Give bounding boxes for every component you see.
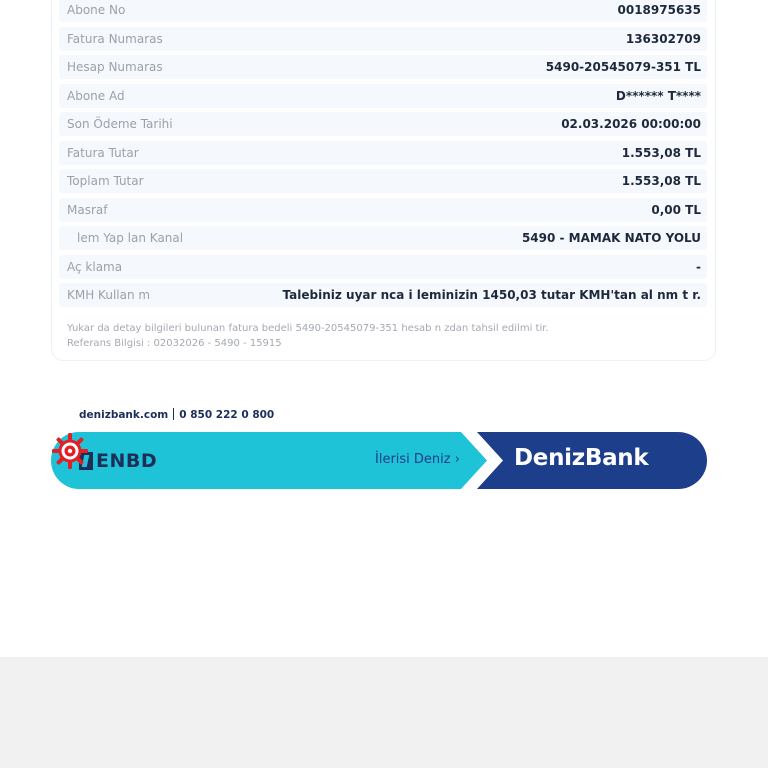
detail-value: 5490 - MAMAK NATO YOLU — [521, 231, 701, 245]
detail-value: 02.03.2026 00:00:00 — [561, 117, 701, 131]
detail-row-abone-no — [59, 0, 707, 22]
detail-value: Talebiniz uyar nca i leminizin 1450,03 tutar KMH'tan al nm t r. — [282, 288, 701, 302]
detail-label: Fatura Numaras — [67, 31, 163, 46]
detail-value: 0018975635 — [617, 3, 701, 17]
detail-row-masraf — [59, 198, 707, 222]
detail-row-aciklama — [59, 255, 707, 279]
detail-label: Abone No — [67, 3, 126, 17]
detail-value: 5490-20545079-351 TL — [545, 60, 701, 74]
detail-row-islem-kanal — [59, 226, 707, 250]
detail-label: Masraf — [67, 202, 108, 217]
detail-row-abone-adi — [59, 84, 707, 108]
detail-row-hesap-numarasi — [59, 55, 707, 79]
detail-label: Fatura Tutar — [67, 145, 139, 160]
detail-label: lem Yap lan Kanal — [77, 231, 184, 245]
denizbank-wordmark: DenizBank — [514, 445, 649, 471]
enbd-logo — [79, 450, 157, 472]
detail-label: Abone Ad — [67, 88, 125, 103]
detail-label: Toplam Tutar — [67, 174, 144, 188]
detail-value: 1.553,08 TL — [621, 174, 701, 188]
detail-value: 1.553,08 TL — [621, 145, 701, 160]
details-table — [59, 0, 707, 312]
detail-label: Son Ödeme Tarihi — [67, 117, 173, 131]
detail-row-son-odeme-tarihi — [59, 112, 707, 136]
reference-info: Referans Bilgisi : 02032026 - 5490 - 15915 — [67, 338, 282, 349]
detail-row-fatura-tutari — [59, 141, 707, 165]
detail-label: KMH Kullan m — [67, 288, 151, 302]
phone-number[interactable]: 0 850 222 0 800 — [179, 409, 275, 421]
detail-row-kmh-kullanimi — [59, 283, 707, 307]
detail-value: - — [696, 259, 701, 274]
collection-note — [67, 321, 707, 351]
detail-label: Aç klama — [67, 259, 123, 274]
detail-value: D****** T**** — [615, 88, 701, 103]
detail-label: Hesap Numaras — [67, 60, 163, 74]
enbd-label: ENBD — [96, 450, 158, 472]
bank-banner — [51, 432, 707, 489]
detail-row-toplam-tutar — [59, 169, 707, 193]
bank-contact — [79, 408, 274, 421]
detail-value: 0,00 TL — [651, 202, 701, 217]
ship-wheel-icon — [51, 432, 89, 470]
detail-value: 136302709 — [625, 31, 701, 46]
collection-note-line: Yukar da detay bilgileri bulunan fatura bedeli 5490-20545079-351 hesab n zdan tahsil edilmi tir. — [67, 323, 549, 334]
tagline-link[interactable]: İlerisi Deniz › — [375, 452, 460, 467]
detail-row-fatura-numarasi — [59, 27, 707, 51]
bottom-panel — [0, 657, 768, 768]
website-link[interactable]: denizbank.com — [79, 409, 169, 421]
contact-divider — [173, 408, 174, 420]
